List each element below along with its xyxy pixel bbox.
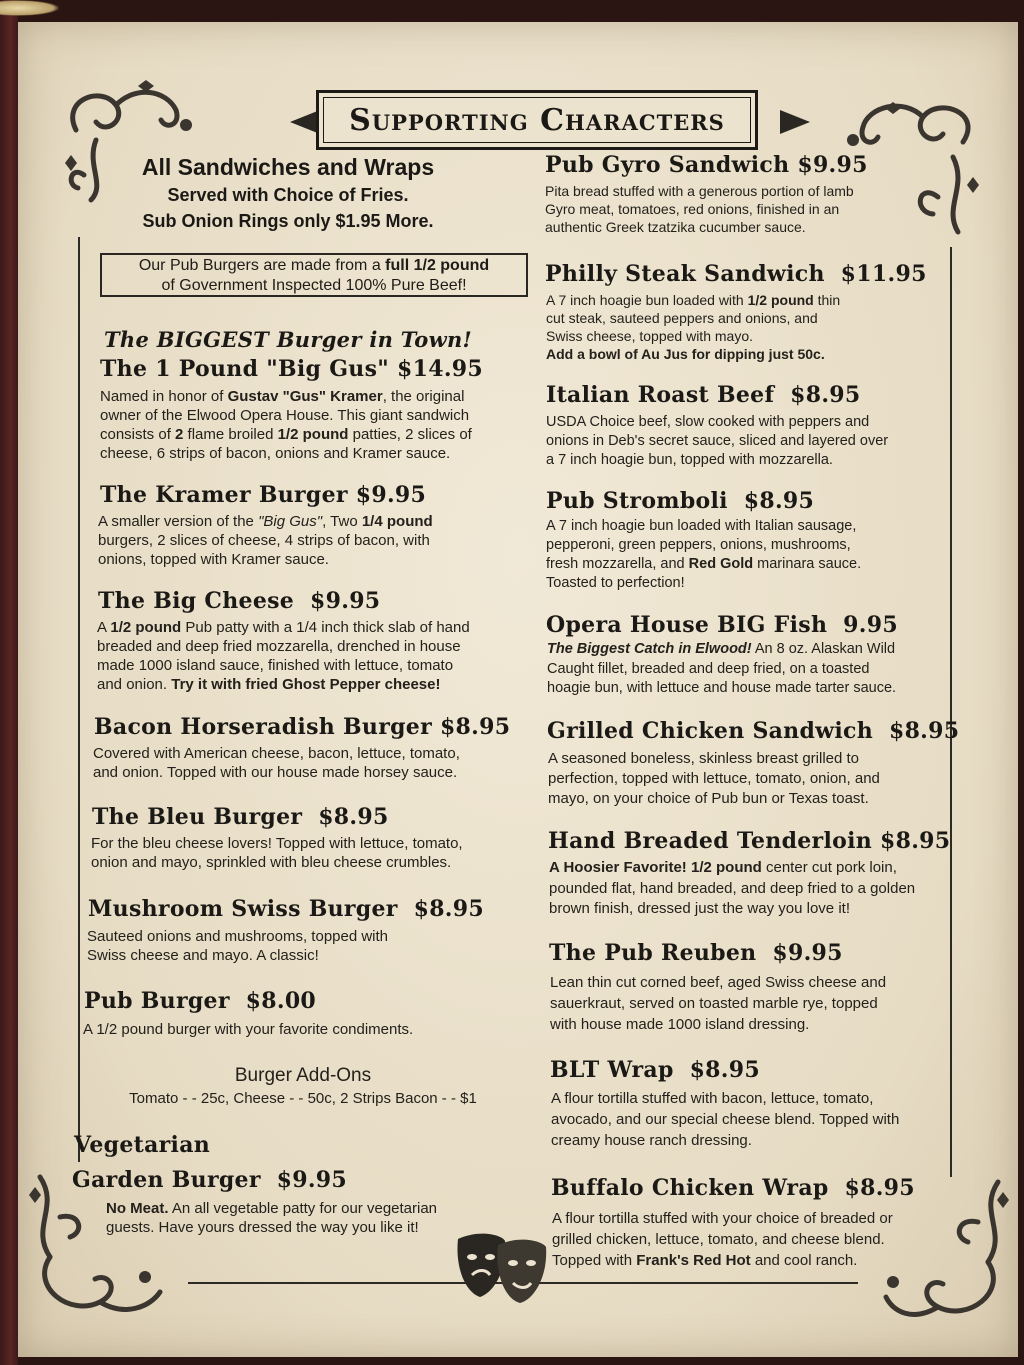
item-desc-bacon-horseradish: Covered with American cheese, bacon, lettuce, tomato, and onion. Topped with our house made horsey sauce. (93, 745, 460, 781)
addons-line: Tomato - - 25c, Cheese - - 50c, 2 Strips Bacon - - $1 (129, 1090, 477, 1107)
item-name-philly: Philly Steak Sandwich $11.95 (545, 261, 927, 287)
notice-text: Our Pub Burgers are made from a (138, 257, 386, 274)
item-name-stromboli: Pub Stromboli $8.95 (546, 488, 815, 514)
title-box (316, 90, 758, 150)
item-name-garden-burger: Garden Burger $9.95 (72, 1167, 348, 1193)
page-title: Supporting Characters (349, 103, 725, 138)
intro-line-2: Served with Choice of Fries. (167, 185, 409, 205)
menu-cover-edge (0, 0, 18, 1365)
item-name-big-fish: Opera House BIG Fish 9.95 (546, 612, 898, 638)
notice-bold: full 1/2 pound (385, 257, 490, 274)
item-name-pub-burger: Pub Burger $8.00 (84, 988, 317, 1014)
addons-title: Burger Add-Ons (234, 1065, 372, 1086)
burger-addons (78, 1064, 528, 1110)
item-desc-philly: A 7 inch hoagie bun loaded with 1/2 pound thin cut steak, sauteed peppers and onions, and Swiss cheese, topped with mayo. Add a bowl of Au Jus for dipping just 50c. (546, 292, 841, 362)
item-desc-gyro: Pita bread stuffed with a generous portion of lamb Gyro meat, tomatoes, red onions, finished in an authentic Greek tzatzika cucumber sauce. (545, 183, 854, 235)
item-name-reuben: The Pub Reuben $9.95 (549, 940, 843, 966)
item-name-big-cheese: The Big Cheese $9.95 (98, 588, 381, 614)
notice-text-2: of Government Inspected 100% Pure Beef! (161, 277, 467, 294)
item-name-bleu: The Bleu Burger $8.95 (92, 804, 389, 830)
item-name-mushroom-swiss: Mushroom Swiss Burger $8.95 (88, 896, 484, 922)
item-name-bacon-horseradish: Bacon Horseradish Burger $8.95 (94, 714, 511, 740)
item-desc-big-gus: Named in honor of Gustav "Gus" Kramer, the original owner of the Elwood Opera House. This giant sandwich consists of 2 flame broiled 1/2 pound patties, 2 slices of cheese, 6 strips of bacon, onions and Kramer sauce. (100, 388, 472, 462)
title-banner (290, 90, 810, 154)
item-name-big-gus: The 1 Pound "Big Gus" $14.95 (100, 356, 483, 382)
item-desc-italian-roast-beef: USDA Choice beef, slow cooked with peppers and onions in Deb's secret sauce, sliced and layered over a 7 inch hoagie bun, topped with mozzarella. (546, 414, 889, 468)
vegetarian-heading: Vegetarian (74, 1132, 211, 1158)
right-border-line (950, 247, 952, 1177)
left-border-line (78, 237, 80, 1162)
item-name-tenderloin: Hand Breaded Tenderloin $8.95 (548, 828, 951, 854)
item-desc-reuben: Lean thin cut corned beef, aged Swiss cheese and sauerkraut, served on toasted marble rye, topped with house made 1000 island dressing. (550, 974, 887, 1033)
item-desc-pub-burger: A 1/2 pound burger with your favorite condiments. (83, 1021, 414, 1038)
biggest-burger-heading: The BIGGEST Burger in Town! (104, 327, 473, 352)
item-desc-big-fish: The Biggest Catch in Elwood! An 8 oz. Alaskan Wild Caught fillet, breaded and deep fried, on a toasted hoagie bun, with lettuce and house made tarter sauce. (547, 641, 897, 696)
item-name-italian-roast-beef: Italian Roast Beef $8.95 (546, 382, 861, 408)
item-desc-mushroom-swiss: Sauteed onions and mushrooms, topped with Swiss cheese and mayo. A classic! (87, 928, 389, 964)
menu-page (18, 22, 1018, 1357)
item-desc-tenderloin: A Hoosier Favorite! 1/2 pound center cut pork loin, pounded flat, hand breaded, and deep fried to a golden brown finish, dressed just the way you love it! (549, 859, 916, 917)
gold-corner-decoration (0, 0, 60, 16)
intro-line-3: Sub Onion Rings only $1.95 More. (142, 211, 434, 231)
item-name-grilled-chicken: Grilled Chicken Sandwich $8.95 (547, 718, 960, 744)
theater-masks-icon (450, 1227, 555, 1312)
item-desc-buffalo-wrap: A flour tortilla stuffed with your choice of breaded or grilled chicken, lettuce, tomato, and cheese blend. Topped with Frank's Red Hot and cool ranch. (552, 1210, 893, 1269)
item-desc-grilled-chicken: A seasoned boneless, skinless breast grilled to perfection, topped with lettuce, tomato, onion, and mayo, on your choice of Pub bun or Texas toast. (548, 750, 880, 807)
intro-block (98, 152, 478, 234)
beef-notice-box (100, 253, 528, 297)
item-name-buffalo-wrap: Buffalo Chicken Wrap $8.95 (551, 1175, 915, 1201)
item-name-blt-wrap: BLT Wrap $8.95 (550, 1057, 760, 1083)
item-desc-blt-wrap: A flour tortilla stuffed with bacon, lettuce, tomato, avocado, and our special cheese blend. Topped with creamy house ranch dressing. (551, 1090, 900, 1149)
item-name-kramer: The Kramer Burger $9.95 (100, 482, 427, 508)
item-name-gyro: Pub Gyro Sandwich $9.95 (545, 152, 868, 178)
item-desc-big-cheese: A 1/2 pound Pub patty with a 1/4 inch thick slab of hand breaded and deep fried mozzarella, drenched in house made 1000 island sauce, finished with lettuce, tomato and onion. Try it with fried Ghost Pepper cheese! (97, 619, 470, 693)
item-desc-kramer: A smaller version of the "Big Gus", Two 1/4 pound burgers, 2 slices of cheese, 4 strips of bacon, with onions, topped with Kramer sauce. (98, 513, 433, 568)
item-desc-bleu: For the bleu cheese lovers! Topped with lettuce, tomato, onion and mayo, sprinkled with bleu cheese crumbles. (91, 835, 463, 871)
item-desc-garden-burger: No Meat. An all vegetable patty for our vegetarian guests. Have yours dressed the way you like it! (106, 1200, 438, 1236)
intro-line-1: All Sandwiches and Wraps (141, 154, 435, 180)
item-desc-stromboli: A 7 inch hoagie bun loaded with Italian sausage, pepperoni, green peppers, onions, mushrooms, fresh mozzarella, and Red Gold marinara sauce. Toasted to perfection! (546, 518, 862, 591)
